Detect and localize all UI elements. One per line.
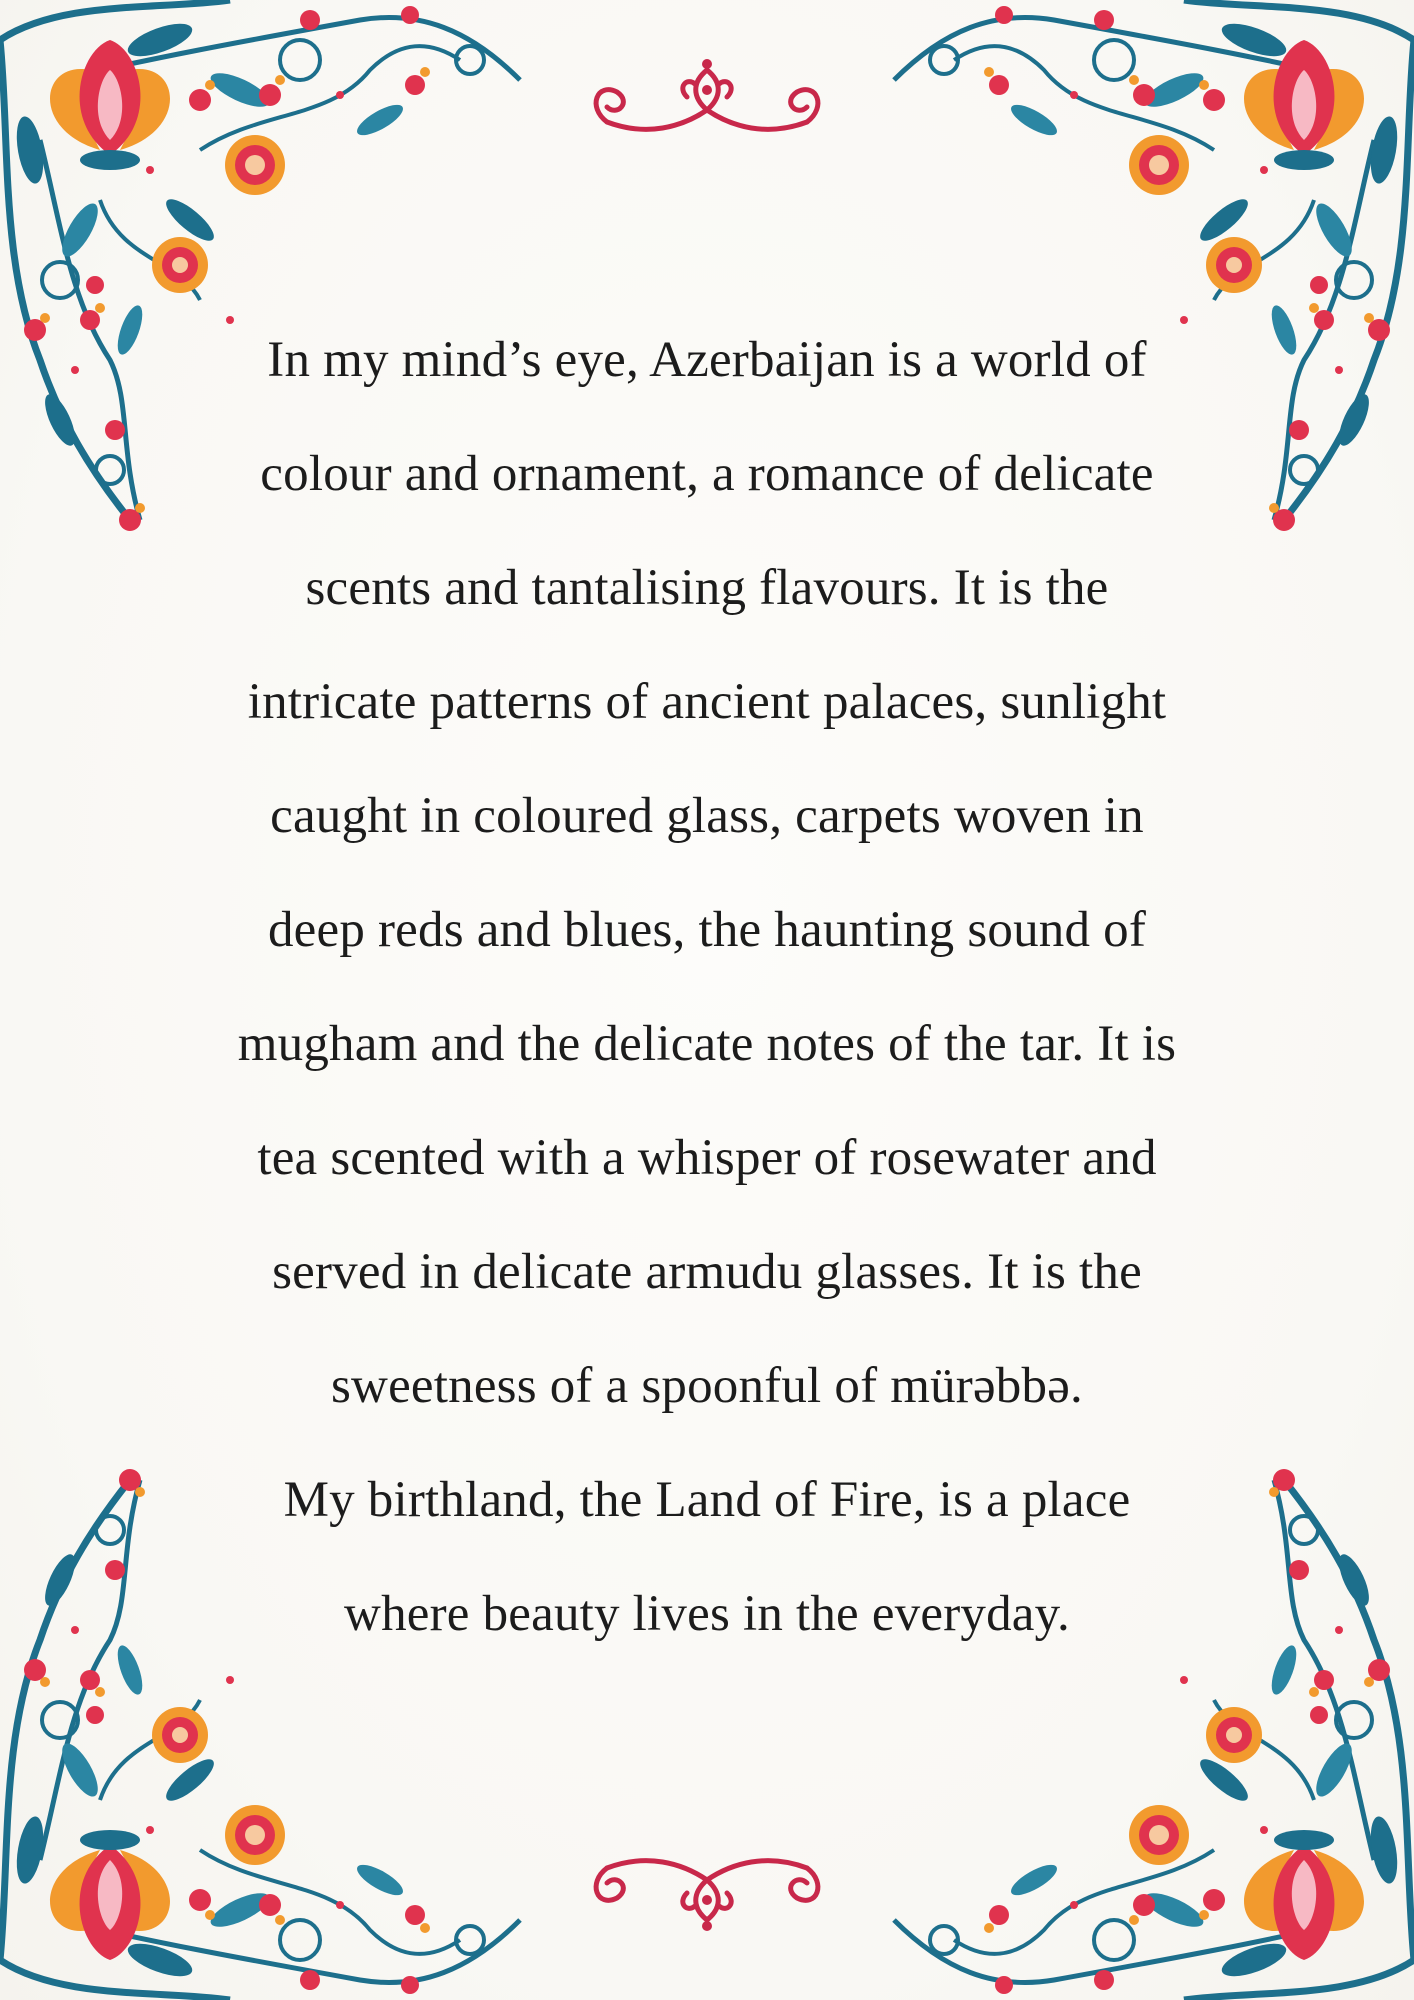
text-line: deep reds and blues, the haunting sound of bbox=[267, 902, 1147, 958]
text-line: caught in coloured glass, carpets woven in bbox=[270, 788, 1144, 844]
text-line: mugham and the delicate notes of the tar. It is bbox=[237, 1016, 1177, 1072]
text-line: sweetness of a spoonful of mürəbbə. bbox=[331, 1358, 1083, 1414]
scroll-flourish-icon bbox=[577, 52, 837, 142]
scroll-flourish-icon bbox=[577, 1848, 837, 1938]
text-line: In my mind’s eye, Azerbaijan is a world of bbox=[267, 332, 1147, 388]
text-line: served in delicate armudu glasses. It is the bbox=[272, 1244, 1142, 1300]
text-line: where beauty lives in the everyday. bbox=[344, 1586, 1070, 1642]
text-line: intricate patterns of ancient palaces, sunlight bbox=[247, 674, 1167, 730]
body-text bbox=[150, 303, 1264, 1671]
text-line: tea scented with a whisper of rosewater and bbox=[257, 1130, 1157, 1186]
text-line: My birthland, the Land of Fire, is a place bbox=[283, 1472, 1131, 1528]
text-line: scents and tantalising flavours. It is the bbox=[305, 560, 1109, 616]
text-line: colour and ornament, a romance of delicate bbox=[260, 446, 1154, 502]
